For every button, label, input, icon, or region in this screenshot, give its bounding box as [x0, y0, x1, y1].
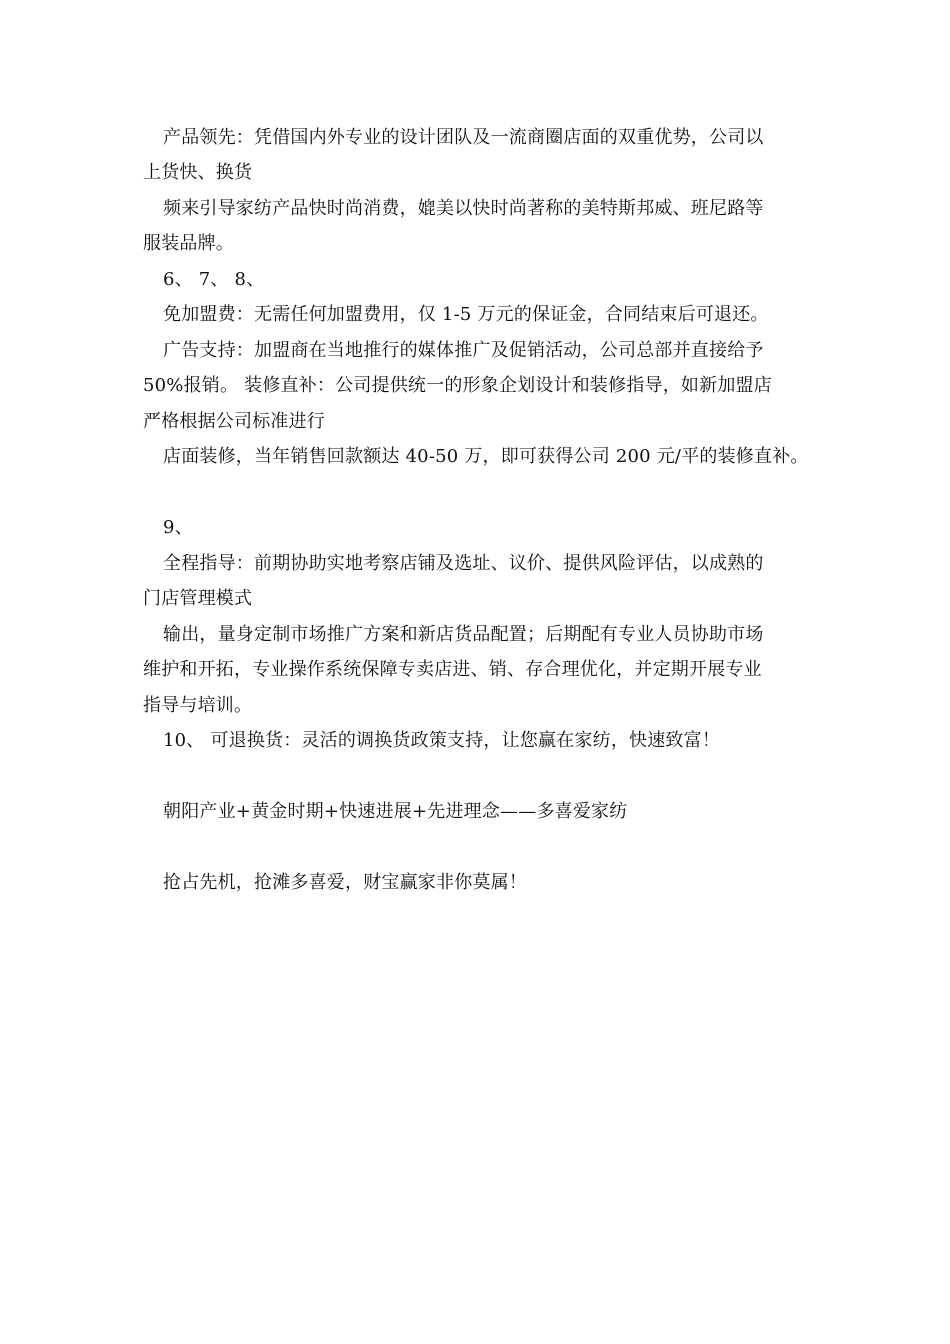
- paragraph-line: 店面装修，当年销售回款额达 40-50 万，即可获得公司 200 元/平的装修直补。: [163, 446, 809, 467]
- paragraph-line: 门店管理模式: [143, 588, 253, 609]
- paragraph-line: 全程指导：前期协助实地考察店铺及选址、议价、提供风险评估，以成熟的: [163, 553, 764, 574]
- paragraph-line: 频来引导家纺产品快时尚消费，媲美以快时尚著称的美特斯邦威、班尼路等: [163, 198, 764, 219]
- slogan-line: 朝阳产业+黄金时期+快速进展+先进理念——多喜爱家纺: [163, 801, 628, 822]
- paragraph-line: 产品领先：凭借国内外专业的设计团队及一流商圈店面的双重优势，公司以: [163, 127, 764, 148]
- paragraph-line: 维护和开拓，专业操作系统保障专卖店进、销、存合理优化，并定期开展专业: [143, 659, 762, 680]
- paragraph-line: 指导与培训。: [143, 695, 253, 716]
- paragraph-line: 免加盟费：无需任何加盟费用，仅 1-5 万元的保证金，合同结束后可退还。: [163, 304, 769, 325]
- paragraph-line: 输出，量身定制市场推广方案和新店货品配置；后期配有专业人员协助市场: [163, 624, 764, 645]
- paragraph-line: 广告支持：加盟商在当地推行的媒体推广及促销活动，公司总部并直接给予: [163, 340, 764, 361]
- slogan-line: 抢占先机，抢滩多喜爱，财宝赢家非你莫属！: [163, 872, 527, 893]
- paragraph-line: 上货快、换货: [143, 162, 253, 183]
- paragraph-line: 服装品牌。: [143, 233, 234, 254]
- list-numbers-line: 6、 7、 8、: [163, 269, 265, 290]
- paragraph-line: 50%报销。 装修直补：公司提供统一的形象企划设计和装修指导，如新加盟店: [143, 375, 772, 396]
- paragraph-line: 严格根据公司标准进行: [143, 411, 325, 432]
- paragraph-line: 10、 可退换货：灵活的调换货政策支持，让您赢在家纺，快速致富！: [163, 730, 721, 751]
- list-number-line: 9、: [163, 517, 193, 538]
